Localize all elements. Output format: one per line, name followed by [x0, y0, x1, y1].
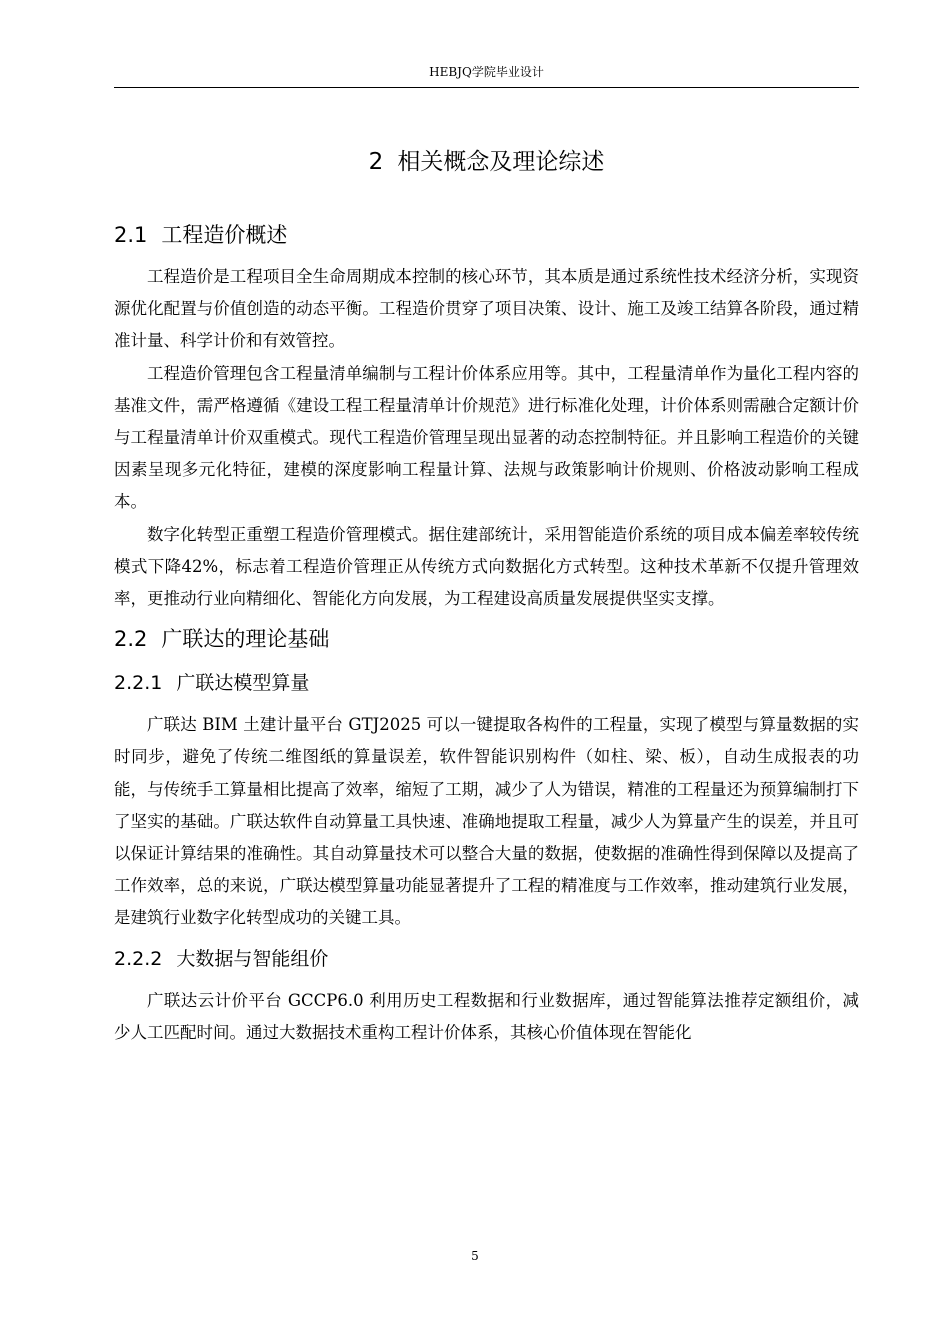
paragraph: 工程造价是工程项目全生命周期成本控制的核心环节，其本质是通过系统性技术经济分析，实现资源优化配置与价值创造的动态平衡。工程造价贯穿了项目决策、设计、施工及竣工结算各阶段，通过精准计量、科学计价和有效管控。 — [114, 267, 859, 351]
header-divider — [114, 87, 859, 88]
section-title-text: 广联达的理论基础 — [161, 627, 330, 652]
running-header: HEBJQ学院毕业设计 — [429, 65, 544, 79]
chapter-number: 2 — [368, 149, 384, 175]
section-number: 2.2 — [114, 627, 148, 652]
section-heading-2-2 — [114, 621, 859, 657]
subsection-number: 2.2.2 — [114, 947, 163, 970]
paragraph: 广联达 BIM 土建计量平台 GTJ2025 可以一键提取各构件的工程量，实现了模型与算量数据的实时同步，避免了传统二维图纸的算量误差，软件智能识别构件（如柱、梁、板），自动生成报表的功能，与传统手工算量相比提高了效率，缩短了工期，减少了人为错误，精准的工程量还为预算编制打下了坚实的基础。广联达软件自动算量工具快速、准确地提取工程量，减少人为算量产生的误差，并且可以保证计算结果的准确性。其自动算量技术可以整合大量的数据，使数据的准确性得到保障以及提高了工作效率，总的来说，广联达模型算量功能显著提升了工程的精准度与工作效率，推动建筑行业发展，是建筑行业数字化转型成功的关键工具。 — [114, 715, 859, 928]
chapter-title-text: 相关概念及理论综述 — [397, 149, 605, 175]
subsection-number: 2.2.1 — [114, 672, 163, 695]
paragraph: 广联达云计价平台 GCCP6.0 利用历史工程数据和行业数据库，通过智能算法推荐定额组价，减少人工匹配时间。通过大数据技术重构工程计价体系，其核心价值体现在智能化 — [114, 990, 859, 1042]
chapter-title — [114, 140, 859, 184]
subsection-title-text: 大数据与智能组价 — [176, 947, 329, 970]
paragraph: 数字化转型正重塑工程造价管理模式。据住建部统计，采用智能造价系统的项目成本偏差率较传统模式下降42%，标志着工程造价管理正从传统方式向数据化方式转型。这种技术革新不仅提升管理效率，更推动行业向精细化、智能化方向发展，为工程建设高质量发展提供坚实支撑。 — [114, 524, 859, 609]
paragraph: 工程造价管理包含工程量清单编制与工程计价体系应用等。其中，工程量清单作为量化工程内容的基准文件，需严格遵循《建设工程工程量清单计价规范》进行标准化处理，计价体系则需融合定额计价与工程量清单计价双重模式。现代工程造价管理呈现出显著的动态控制特征。并且影响工程造价的关键因素呈现多元化特征，建模的深度影响工程量计算、法规与政策影响计价规则、价格波动影响工程成本。 — [114, 363, 859, 512]
page-body — [114, 140, 859, 1049]
subsection-heading-2-2-1 — [114, 665, 859, 701]
subsection-title-text: 广联达模型算量 — [176, 672, 310, 695]
section-title-text: 工程造价概述 — [161, 223, 288, 247]
subsection-heading-2-2-2 — [114, 941, 859, 977]
section-heading-2-1 — [114, 217, 859, 253]
page-number: 5 — [471, 1249, 479, 1263]
section-number: 2.1 — [114, 223, 148, 247]
